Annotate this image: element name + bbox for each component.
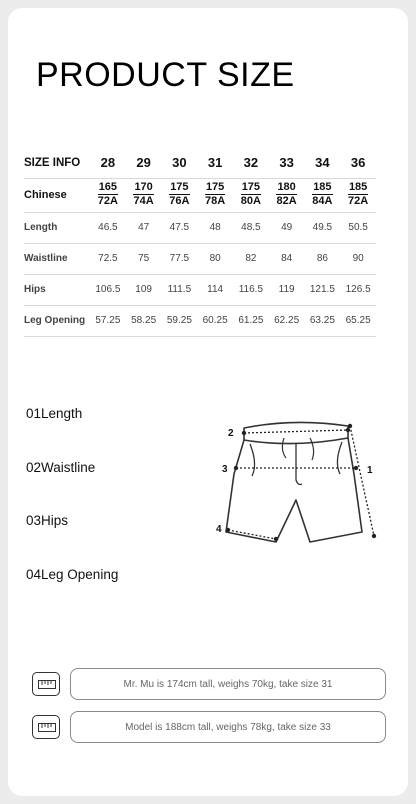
length-measure-line: [350, 426, 374, 536]
size-header-row: [24, 148, 376, 178]
chinese-size-fraction: [169, 181, 189, 208]
shorts-body: [226, 438, 362, 542]
chinese-label: Chinese: [24, 178, 90, 212]
measurement-cell: 80: [197, 243, 233, 274]
chinese-size-cell: [126, 178, 162, 212]
waist-code-value: 84A: [312, 195, 333, 207]
measurement-label: Hips: [24, 274, 90, 305]
measurement-cell: 106.5: [90, 274, 126, 305]
measurement-cell: 47: [126, 212, 162, 243]
size-column-header: 33: [269, 148, 305, 178]
measurement-cell: 58.25: [126, 305, 162, 336]
marker-2: 2: [228, 428, 234, 439]
shorts-drawstring-left: [282, 438, 286, 458]
size-column-header: 32: [233, 148, 269, 178]
measurement-label: Waistline: [24, 243, 90, 274]
waist-code-value: 78A: [205, 195, 226, 207]
chinese-size-fraction: [133, 181, 153, 208]
measurement-row: [24, 274, 376, 305]
waist-code-value: 82A: [276, 195, 297, 207]
chinese-size-row: [24, 178, 376, 212]
measurement-cell: 65.25: [340, 305, 376, 336]
measurement-label: Leg Opening: [24, 305, 90, 336]
measurement-cell: 61.25: [233, 305, 269, 336]
measurement-cell: 84: [269, 243, 305, 274]
chinese-size-cell: [162, 178, 198, 212]
waist-measure-line: [244, 430, 348, 433]
height-value: 175: [170, 181, 189, 193]
height-value: 185: [348, 181, 368, 193]
measurement-cell: 49: [269, 212, 305, 243]
marker-1: 1: [367, 465, 373, 476]
shorts-fly: [296, 444, 302, 485]
shorts-right-pocket: [337, 442, 342, 474]
measurement-cell: 114: [197, 274, 233, 305]
measurement-cell: 46.5: [90, 212, 126, 243]
size-column-header: 29: [126, 148, 162, 178]
measurement-cell: 48: [197, 212, 233, 243]
measurement-label: Length: [24, 212, 90, 243]
measure-length-label: 01Length: [26, 406, 83, 421]
note-row-2: [26, 711, 388, 743]
size-column-header: 28: [90, 148, 126, 178]
measurement-cell: 126.5: [340, 274, 376, 305]
measurement-row: [24, 305, 376, 336]
measurement-cell: 72.5: [90, 243, 126, 274]
measurement-cell: 90: [340, 243, 376, 274]
measurement-cell: 109: [126, 274, 162, 305]
measurement-cell: 82: [233, 243, 269, 274]
marker-4: 4: [216, 524, 222, 535]
measurement-cell: 50.5: [340, 212, 376, 243]
shorts-drawstring-right: [310, 438, 314, 460]
measurement-cell: 116.5: [233, 274, 269, 305]
chinese-size-fraction: [312, 181, 332, 208]
waist-code-value: 72A: [348, 195, 369, 207]
chinese-size-cell: [340, 178, 376, 212]
ruler-icon[interactable]: [32, 715, 60, 739]
size-table: [24, 148, 376, 337]
height-value: 180: [277, 181, 296, 193]
measure-leg-opening-label: 04Leg Opening: [26, 567, 119, 582]
measurement-row: [24, 243, 376, 274]
measurement-cell: 86: [305, 243, 341, 274]
height-value: 175: [205, 181, 225, 193]
chinese-size-fraction: [98, 181, 118, 208]
measure-waistline-label: 02Waistline: [26, 460, 96, 475]
size-column-header: 30: [162, 148, 198, 178]
model-note-box: Model is 188cm tall, weighs 78kg, take size 33: [70, 711, 386, 743]
measurement-cell: 119: [269, 274, 305, 305]
waist-code-value: 72A: [97, 195, 118, 207]
height-value: 175: [241, 181, 261, 193]
chinese-size-fraction: [241, 181, 261, 208]
size-column-header: 31: [197, 148, 233, 178]
height-value: 170: [134, 181, 153, 193]
model-note-box: Mr. Mu is 174cm tall, weighs 70kg, take size 31: [70, 668, 386, 700]
measurement-cell: 111.5: [162, 274, 198, 305]
measurement-cell: 75: [126, 243, 162, 274]
marker-3: 3: [222, 464, 228, 475]
measurement-cell: 49.5: [305, 212, 341, 243]
shorts-left-pocket: [250, 444, 255, 476]
chinese-size-fraction: [276, 181, 296, 208]
height-value: 185: [313, 181, 332, 193]
shorts-waistband: [244, 422, 348, 443]
height-value: 165: [98, 181, 118, 193]
ruler-icon[interactable]: [32, 672, 60, 696]
measurement-cell: 77.5: [162, 243, 198, 274]
measure-hips-label: 03Hips: [26, 513, 69, 528]
measurement-cell: 48.5: [233, 212, 269, 243]
note-row-1: [26, 668, 388, 700]
waist-code-value: 76A: [169, 195, 190, 207]
size-column-header: 34: [305, 148, 341, 178]
measurement-cell: 47.5: [162, 212, 198, 243]
chinese-size-cell: [269, 178, 305, 212]
page-title: PRODUCT SIZE: [36, 56, 295, 94]
chinese-size-fraction: [205, 181, 225, 208]
shorts-diagram: [214, 414, 384, 554]
chinese-size-cell: [305, 178, 341, 212]
chinese-size-fraction: [348, 181, 368, 208]
measurement-cell: 59.25: [162, 305, 198, 336]
chinese-size-cell: [233, 178, 269, 212]
size-column-header: 36: [340, 148, 376, 178]
measurement-cell: 60.25: [197, 305, 233, 336]
chinese-size-cell: [197, 178, 233, 212]
waist-code-value: 80A: [240, 195, 261, 207]
measurement-cell: 121.5: [305, 274, 341, 305]
measurement-row: [24, 212, 376, 243]
chinese-size-cell: [90, 178, 126, 212]
waist-code-value: 74A: [133, 195, 154, 207]
measurement-cell: 63.25: [305, 305, 341, 336]
measurement-cell: 57.25: [90, 305, 126, 336]
size-info-label: SIZE INFO: [24, 148, 90, 178]
measurement-cell: 62.25: [269, 305, 305, 336]
